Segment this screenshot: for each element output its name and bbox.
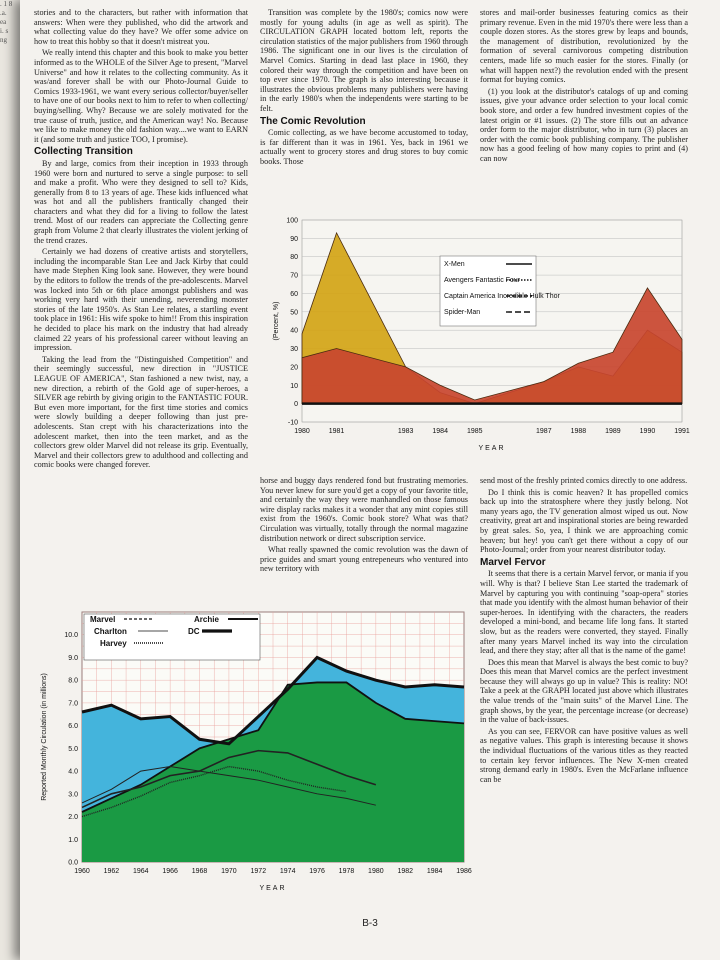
column-right-bottom [480, 476, 688, 786]
x-tick-label: 1970 [221, 868, 237, 875]
paragraph: Does this mean that Marvel is always the best comic to buy? Does this mean that Marvel comics are the perfect investment because they will always go up in value? This is reality: NO! Take a peek at the GRAPH located just above which illustrates the value trends of the "main suits" of the Marvel Line. The graph shows, by the year, the percentage increase (or decrease) in the value of back-issues. [480, 657, 688, 725]
y-tick-label: 1.0 [68, 836, 78, 844]
legend-label: Marvel [90, 615, 116, 624]
column-middle-bottom [260, 476, 468, 576]
paragraph: (1) you look at the distributor's catalogs of up and coming issues, give your advance order selection to your local comic book store, and order a few hundred investment copies of the latest origin or #1 issues. (2) The store fills out an advance order form to the major distributor, who in turn (3) places an order with the comic book publishing company. The publisher now has a good feeling of how many copies to print and (4) can now [480, 86, 688, 163]
y-tick-label: 9.0 [68, 654, 78, 662]
y-tick-label: -10 [287, 419, 298, 427]
paragraph: send most of the freshly printed comics directly to one address. [480, 476, 688, 485]
section-heading-collecting-transition: Collecting Transition [34, 146, 133, 158]
x-tick-label: 1982 [397, 868, 414, 875]
y-tick-label: 30 [290, 346, 298, 354]
y-tick-label: 100 [286, 217, 298, 225]
x-tick-label: 1981 [328, 428, 345, 435]
paragraph: stores and mail-order businesses featuring comics as their primary revenue. Even in the mid 1970's there were less than a couple dozen stores. As the stores grew by leaps and bounds, the management of distribution, revolutionized by the formation of several carnivorous competing distribution centers, made life so much easier for the stores. Finally (or what will happen next?) the revolution ended with the present format for buying comics. [480, 8, 688, 85]
y-tick-label: 6.0 [68, 723, 78, 731]
x-tick-label: 1980 [294, 428, 310, 435]
x-tick-label: 1989 [605, 428, 621, 435]
y-tick-label: 10.0 [64, 632, 78, 640]
paragraph: stories and to the characters, but rather with information that answers: When were they published, who did the artwork and what collecting value do they have? We offer some advice on how to treat this hobby so that it doesn't mistreat you. [34, 8, 248, 46]
y-tick-label: 10 [290, 382, 298, 390]
x-tick-label: 1968 [191, 868, 208, 875]
x-axis-title: YEAR [478, 445, 506, 452]
y-axis-title: (Percent, %) [273, 301, 280, 341]
column-left [34, 8, 248, 472]
paragraph: Certainly we had dozens of creative artists and storytellers, including the incomparable Stan Lee and Jack Kirby that could have made Stephen King look sane. However, they were bound by the editors to follow the trends of the pre-adolescents. Marvel was locked into 5th or 6th place amongst publishers and was working very hard with their unending, neverending monster stories of the late 1950's. As Stan Lee relates, a startling event took place in 1961: His wife spoke to him!! From this inspiration he decided to place his mark on the industry that had already claimed 22 years of his professional career without leaving an impression. [34, 247, 248, 353]
x-tick-label: 1972 [250, 868, 267, 875]
y-tick-label: 0 [294, 401, 298, 409]
section-heading-marvel-fervor: Marvel Fervor [480, 556, 546, 568]
x-tick-label: 1991 [674, 428, 690, 435]
x-tick-label: 1978 [338, 868, 355, 875]
paragraph: Comic collecting, as we have become accustomed to today, is far different than it was in 1961. Yes, back in 1961 we actually went to grocery stores and drug stores to buy comic books. Those [260, 128, 468, 166]
x-axis-title: YEAR [259, 885, 287, 892]
page-number: B-3 [362, 918, 378, 929]
x-tick-label: 1988 [570, 428, 587, 435]
y-tick-label: 5.0 [68, 745, 78, 753]
legend-label: Harvey [100, 639, 127, 648]
x-tick-label: 1984 [432, 428, 448, 435]
y-axis-title: Reported Monthly Circulation (in millions) [41, 673, 48, 801]
x-tick-label: 1966 [162, 868, 178, 875]
section-heading-comic-revolution: The Comic Revolution [260, 115, 366, 127]
y-tick-label: 60 [290, 290, 298, 298]
paragraph: Do I think this is comic heaven? It has propelled comics back up into the stratosphere where they justly belong. Not many years ago, the TV generation almost wiped us out. Now creativity, great art and inspirational stories are being rewarded by great sales. So, yea, I think we are approaching comic heaven; but hey! you can't get there without a copy of our Photo-Journal; order from your nearest distributor today. [480, 487, 688, 555]
y-tick-label: 70 [290, 272, 298, 280]
x-tick-label: 1983 [397, 428, 414, 435]
marvel-value-trend-chart [262, 212, 702, 458]
circulation-chart [24, 600, 470, 900]
x-tick-label: 1984 [426, 868, 443, 875]
y-tick-label: 8.0 [68, 677, 78, 685]
paragraph: Transition was complete by the 1980's; comics now were mostly for young adults (in age as well as spirit). The CIRCULATION GRAPH located bottom left, reports the circulation statistics of the major publishers from 1960 through 1986. The significant one in our lives is the circulation of Marvel Comics. Starting in dead last place in 1960, they colored their way through the competition and have been on top ever since 1970. The graph is also interesting because it illustrates the obvious problems many publishers were having in the early 1980's when the independents were starting to be felt. [260, 8, 468, 113]
x-tick-label: 1985 [466, 428, 483, 435]
legend-label: Archie [194, 615, 219, 624]
x-tick-label: 1986 [456, 868, 472, 875]
legend-label: Avengers Fantastic Four [444, 277, 521, 284]
paragraph: horse and buggy days rendered fond but frustrating memories. You never knew for sure you'd get a copy of your favorite title, and certainly the way they were manhandled on those famous wire display racks makes it a wonder that any mint copies still exist from the 1960's. Comic book store? What was that? Circulation was virtually, totally through the normal magazine distribution network or direct subscription service. [260, 476, 468, 543]
y-tick-label: 0.0 [68, 859, 78, 867]
y-tick-label: 90 [290, 235, 298, 243]
paragraph: By and large, comics from their inception in 1933 through 1960 were born and nurtured to serve a single purpose: to sell and make a profit. Who were they designed to sell to? Kids, generally from 8 to 13 years of age. These kids influenced what was hot and all the publishers frantically changed their characters and what they did for a living to follow the latest trend. Most of our readers can appreciate the Collecting genre graph from Volume 2 that clearly illustrates the violent jerking of the trend crazes. [34, 158, 248, 245]
y-tick-label: 50 [290, 309, 298, 317]
y-tick-label: 2.0 [68, 814, 78, 822]
x-tick-label: 1976 [309, 868, 325, 875]
paragraph: As you can see, FERVOR can have positive values as well as negative values. This graph is interesting because it shows the individual fluctuations of the various titles as they reacted to certain key fervor influences. The New X-men created strong demand early in 1980's. Even the McFarlane influence can be [480, 726, 688, 784]
x-tick-label: 1962 [103, 868, 120, 875]
paragraph: We really intend this chapter and this book to make you better informed as to the WHOLE of the Silver Age to present, "Marvel Universe" and how it relates to the collecting community. As it was/and forever shall be with our Photo-Journal Guide to Comics 1933-1961, we want every serious collector/buyer/seller to have one of our books next to him to refer to when collecting/ buying/selling. Why? Because we are solely motivated for the true cause of truth, justice, and the American way! No. Because we like to make money the old fashion way....we want to EARN it (and some truth and justice TOO, I promise). [34, 48, 248, 144]
paragraph: What really spawned the comic revolution was the dawn of price guides and smart young entrepeneurs who ventured into new territory with [260, 545, 468, 574]
book-page [20, 0, 720, 960]
column-middle-top [260, 8, 468, 169]
paragraph: It seems that there is a certain Marvel fervor, or mania if you will. Why is that? I believe Stan Lee started the trademark of Marvel by capturing you with continuing "soap-opera" stories that made you identify with the almost human behavior of their super-heroes. In identifying with the characters, the readers developed a mini-bond, and became life long fans. It started slow, but as the readers were converted, they stayed. Finally after many years Marvel inched its way into the circulation lead, and there they stay; after all that is the name of the game! [480, 569, 688, 656]
column-right-top [480, 8, 688, 166]
previous-page-edge: . 1 8 .a. ea i. s ng [0, 0, 20, 960]
y-tick-label: 3.0 [68, 791, 78, 799]
y-tick-label: 40 [290, 327, 298, 335]
x-tick-label: 1964 [132, 868, 149, 875]
y-tick-label: 4.0 [68, 768, 78, 776]
x-tick-label: 1990 [639, 428, 656, 435]
x-tick-label: 1974 [279, 868, 296, 875]
y-tick-label: 80 [290, 254, 298, 262]
x-tick-label: 1960 [74, 868, 90, 875]
legend-label: DC [188, 627, 200, 636]
y-tick-label: 20 [290, 364, 298, 372]
x-tick-label: 1980 [368, 868, 384, 875]
legend-label: Charlton [94, 627, 127, 636]
x-tick-label: 1987 [536, 428, 552, 435]
legend-label: Captain America Incredible Hulk Thor [444, 293, 560, 300]
paragraph: Taking the lead from the "Distinguished Competition" and their seemingly successful, new direction in "JUSTICE LEAGUE OF AMERICA", Stan fashioned a new twist, nay, a new direction, a rebirth of the Gold age of super-heroes, a SILVER age rebirth by giving origin to the FANTASTIC FOUR. But even more important, for the first time stories and comics were slowly building a deeper following than just pre-adolescents. Stan crept with his characterizations into the adolescent market, then into the teen market, and as the collectors grew older Marvel did not release its grip. Eventually, Marvel and their collectors grew to adulthood and collecting and comic books were changed forever. [34, 354, 248, 470]
y-tick-label: 7.0 [68, 700, 78, 708]
legend-label: X-Men [444, 261, 465, 268]
legend-label: Spider-Man [444, 309, 481, 316]
